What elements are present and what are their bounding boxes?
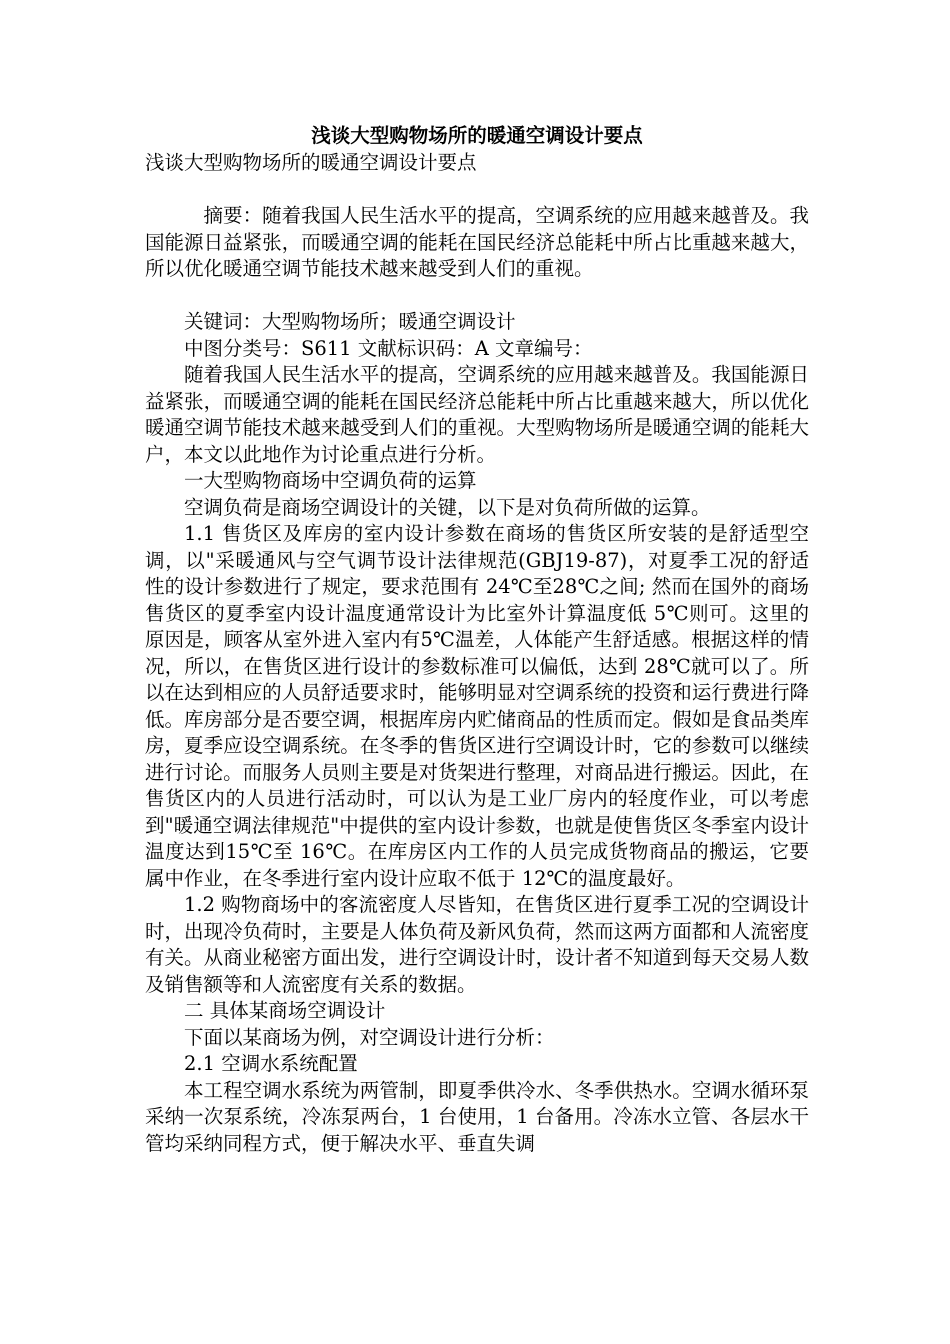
paragraph-1-2: 1.2 购物商场中的客流密度人尽皆知，在售货区进行夏季工况的空调设计时，出现冷负荷时，主要是人体负荷及新风负荷，然而这两方面都和人流密度有关。从商业秘密方面出发，进行空调设计时，设计者不知道到每天交易人数及销售额等和人流密度有关系的数据。 [145, 893, 809, 996]
keywords-line: 关键词：大型购物场所；暖通空调设计 [184, 310, 516, 333]
section-2-1-heading: 2.1 空调水系统配置 [184, 1052, 358, 1075]
document [145, 122, 809, 1157]
document-subtitle: 浅谈大型购物场所的暖通空调设计要点 [145, 151, 477, 174]
abstract-paragraph: 摘要：随着我国人民生活水平的提高，空调系统的应用越来越普及。我国能源日益紧张，而暖通空调的能耗在国民经济总能耗中所占比重越来越大，所以优化暖通空调节能技术越来越受到人们的重视。 [145, 204, 809, 280]
intro-paragraph: 随着我国人民生活水平的提高，空调系统的应用越来越普及。我国能源日益紧张，而暖通空调的能耗在国民经济总能耗中所占比重越来越大，所以优化暖通空调节能技术越来越受到人们的重视。大型购物场所是暖通空调的能耗大户，本文以此地作为讨论重点进行分析。 [145, 363, 809, 466]
document-title: 浅谈大型购物场所的暖通空调设计要点 [311, 124, 643, 147]
section-1-intro: 空调负荷是商场空调设计的关键，以下是对负荷所做的运算。 [184, 495, 711, 519]
paragraph-2-1: 本工程空调水系统为两管制，即夏季供冷水、冬季供热水。空调水循环泵采纳一次泵系统，冷冻泵两台，1 台使用，1 台备用。冷冻水立管、各层水干管均采纳同程方式，便于解决水平、垂直失调 [145, 1078, 809, 1155]
section-1-heading: 一大型购物商场中空调负荷的运算 [184, 469, 477, 492]
paragraph-1-1: 1.1 售货区及库房的室内设计参数在商场的售货区所安装的是舒适型空调，以"采暖通风与空气调节设计法律规范(GBJ19-87)，对夏季工况的舒适性的设计参数进行了规定，要求范围有 24℃至28℃之间; 然而在国外的商场售货区的夏季室内设计温度通常设计为比室外计算温度低 5℃则可。这里的原因是，顾客从室外进入室内有5℃温差，人体能产生舒适感。根据这样的情况，所以，在售货区进行设计的参数标准可以偏低，达到 28℃就可以了。所以在达到相应的人员舒适要求时，能够明显对空调系统的投资和运行费进行降低。库房部分是否要空调，根据库房内贮储商品的性质而定。假如是食品类库房，夏季应设空调系统。在冬季的售货区进行空调设计时，它的参数可以继续进行讨论。而服务人员则主要是对货架进行整理，对商品进行搬运。因此，在售货区内的人员进行活动时，可以认为是工业厂房内的轻度作业，可以考虑到"暖通空调法律规范"中提供的室内设计参数，也就是使售货区冬季室内设计温度达到15℃至 16℃。在库房区内工作的人员完成货物商品的搬运，它要属中作业，在冬季进行室内设计应取不低于 12℃的温度最好。 [145, 522, 809, 890]
section-2-intro: 下面以某商场为例，对空调设计进行分析： [184, 1025, 555, 1049]
section-2-heading: 二 具体某商场空调设计 [184, 999, 386, 1022]
spacer [145, 177, 809, 204]
classification-line: 中图分类号：S611 文献标识码：A 文章编号： [184, 336, 593, 360]
spacer [145, 283, 809, 310]
